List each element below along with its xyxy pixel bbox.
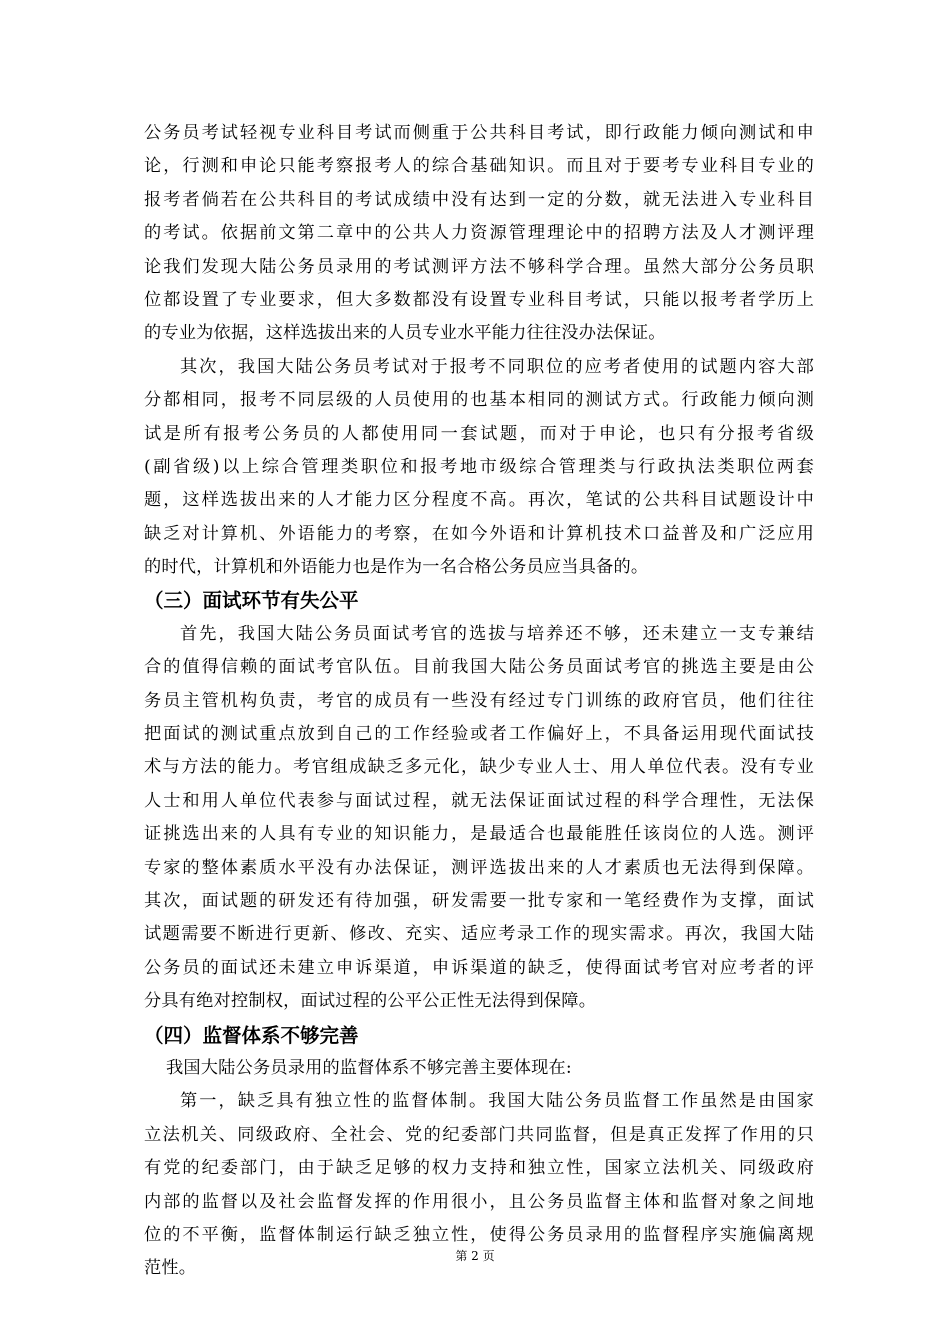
text-line: 的专业为依据，这样选拔出来的人员专业水平能力往往没办法保证。 <box>144 323 666 344</box>
text-line: 范性。 <box>144 1258 197 1279</box>
text-line: 论，行测和申论只能考察报考人的综合基础知识。而且对于要考专业科目专业的 <box>144 156 814 177</box>
text-line: 务员主管机构负责，考官的成员有一些没有经过专门训练的政府官员，他们往往 <box>144 690 814 711</box>
text-line: 位的不平衡，监督体制运行缺乏独立性，使得公务员录用的监督程序实施偏离规 <box>144 1224 814 1245</box>
text-line: 报考者倘若在公共科目的考试成绩中没有达到一定的分数，就无法进入专业科目 <box>144 189 814 210</box>
text-line: 试是所有报考公务员的人都使用同一套试题，而对于申论，也只有分报考省级 <box>144 423 814 444</box>
text-line: 我国大陆公务员录用的监督体系不够完善主要体现在: <box>166 1057 572 1078</box>
text-line: 首先，我国大陆公务员面试考官的选拔与培养还不够，还未建立一支专兼结 <box>180 623 814 644</box>
text-line: 术与方法的能力。考官组成缺乏多元化，缺少专业人士、用人单位代表。没有专业 <box>144 757 814 778</box>
text-line: 人士和用人单位代表参与面试过程，就无法保证面试过程的科学合理性，无法保 <box>144 790 814 811</box>
text-line: 立法机关、同级政府、全社会、党的纪委部门共同监督，但是真正发挥了作用的只 <box>144 1124 814 1145</box>
paragraph-4 <box>144 1052 814 1085</box>
text-line: 有党的纪委部门，由于缺乏足够的权力支持和独立性，国家立法机关、同级政府 <box>144 1158 814 1179</box>
text-line: 内部的监督以及社会监督发挥的作用很小，且公务员监督主体和监督对象之间地 <box>144 1191 814 1212</box>
text-line: 专家的整体素质水平没有办法保证，测评选拔出来的人才素质也无法得到保障。 <box>144 857 814 878</box>
text-line: 的考试。依据前文第二章中的公共人力资源管理理论中的招聘方法及人才测评理 <box>144 223 814 244</box>
text-line: 合的值得信赖的面试考官队伍。目前我国大陆公务员面试考官的挑选主要是由公 <box>144 657 814 678</box>
document-body <box>144 117 814 1286</box>
text-line: 证挑选出来的人具有专业的知识能力，是最适合也最能胜任该岗位的人选。测评 <box>144 824 814 845</box>
page-number: 第 2 页 <box>455 1249 495 1263</box>
text-line: 公务员考试轻视专业科目考试而侧重于公共科目考试，即行政能力倾向测试和申 <box>144 123 814 143</box>
section-heading-3: （三）面试环节有失公平 <box>144 589 359 613</box>
text-line: 论我们发现大陆公务员录用的考试测评方法不够科学合理。虽然大部分公务员职 <box>144 256 814 277</box>
text-line: 分都相同，报考不同层级的人员使用的也基本相同的测试方式。行政能力倾向测 <box>144 390 814 411</box>
text-line: (副省级)以上综合管理类职位和报考地市级综合管理类与行政执法类职位两套 <box>144 456 814 477</box>
text-line: 公务员的面试还未建立申诉渠道，申诉渠道的缺乏，使得面试考官对应考者的评 <box>144 957 814 978</box>
section-heading-4: （四）监督体系不够完善 <box>144 1023 359 1047</box>
text-line: 其次，面试题的研发还有待加强，研发需要一批专家和一笔经费作为支撑，面试 <box>144 890 814 911</box>
text-line: 的时代，计算机和外语能力也是作为一名合格公务员应当具备的。 <box>144 557 649 578</box>
text-line: 第一，缺乏具有独立性的监督体制。我国大陆公务员监督工作虽然是由国家 <box>180 1091 814 1112</box>
text-line: 位都设置了专业要求，但大多数都没有设置专业科目考试，只能以报考者学历上 <box>144 289 814 310</box>
paragraph-3 <box>144 618 814 1019</box>
paragraph-1 <box>144 117 814 351</box>
paragraph-2 <box>144 351 814 585</box>
text-line: 题，这样选拔出来的人才能力区分程度不高。再次，笔试的公共科目试题设计中 <box>144 490 814 511</box>
text-line: 把面试的测试重点放到自己的工作经验或者工作偏好上，不具备运用现代面试技 <box>144 724 814 745</box>
text-line: 缺乏对计算机、外语能力的考察，在如今外语和计算机技术口益普及和广泛应用 <box>144 523 814 544</box>
text-line: 其次，我国大陆公务员考试对于报考不同职位的应考者使用的试题内容大部 <box>180 356 814 377</box>
text-line: 试题需要不断进行更新、修改、充实、适应考录工作的现实需求。再次，我国大陆 <box>144 924 814 945</box>
text-line: 分具有绝对控制权，面试过程的公平公正性无法得到保障。 <box>144 991 597 1012</box>
